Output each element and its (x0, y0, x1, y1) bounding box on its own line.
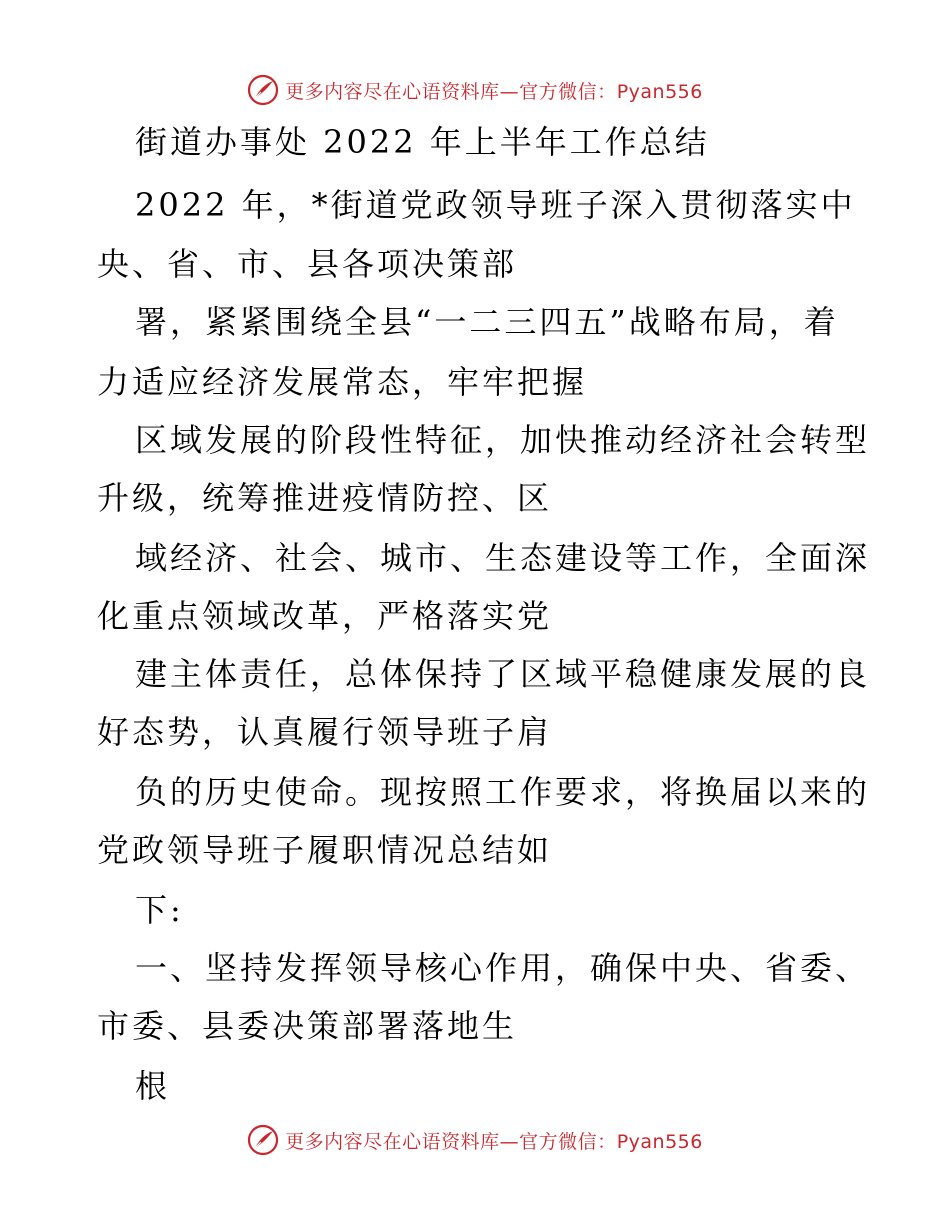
footer-banner-wechat-label: 官方微信： (519, 1130, 617, 1153)
paragraph-line: 化重点领域改革，严格落实党 (97, 597, 553, 635)
footer-banner-wechat-id: Pyan556 (616, 1130, 703, 1153)
section-heading-line: 市委、县委决策部署落地生 (97, 1007, 518, 1045)
document-title: 街道办事处 2022 年上半年工作总结 (135, 123, 710, 161)
header-watermark-text (285, 77, 703, 104)
paragraph-line: 署，紧紧围绕全县“一二三四五”战略布局，着 (135, 303, 839, 341)
header-watermark-banner (0, 70, 950, 110)
header-banner-slogan: 更多内容尽在心语资料库 (285, 80, 500, 103)
paragraph-line: 区域发展的阶段性特征，加快推动经济社会转型 (135, 421, 871, 459)
paragraph-line: 根 (135, 1067, 171, 1105)
header-banner-wechat-id: Pyan556 (616, 80, 703, 103)
paragraph-line: 党政领导班子履职情况总结如 (97, 831, 553, 869)
paragraph-line: 2022 年，*街道党政领导班子深入贯彻落实中 (135, 186, 856, 224)
paragraph-line: 好态势，认真履行领导班子肩 (97, 713, 553, 751)
paragraph-line: 下: (135, 891, 184, 929)
footer-watermark-banner (0, 1120, 950, 1160)
paragraph-line: 负的历史使命。现按照工作要求，将换届以来的 (135, 773, 871, 811)
header-banner-separator: — (499, 80, 520, 103)
quill-logo-icon (247, 1124, 279, 1156)
header-banner-wechat-label: 官方微信： (519, 80, 617, 103)
footer-banner-separator: — (499, 1130, 520, 1153)
quill-logo-icon (247, 74, 279, 106)
paragraph-line: 建主体责任，总体保持了区域平稳健康发展的良 (135, 655, 871, 693)
paragraph-line: 升级，统筹推进疫情防控、区 (97, 479, 553, 517)
footer-banner-slogan: 更多内容尽在心语资料库 (285, 1130, 500, 1153)
paragraph-line: 央、省、市、县各项决策部 (97, 245, 518, 283)
footer-watermark-text (285, 1127, 703, 1154)
paragraph-line: 域经济、社会、城市、生态建设等工作，全面深 (135, 539, 871, 577)
paragraph-line: 力适应经济发展常态，牢牢把握 (97, 363, 588, 401)
section-heading-line: 一、坚持发挥领导核心作用，确保中央、省委、 (135, 949, 871, 987)
